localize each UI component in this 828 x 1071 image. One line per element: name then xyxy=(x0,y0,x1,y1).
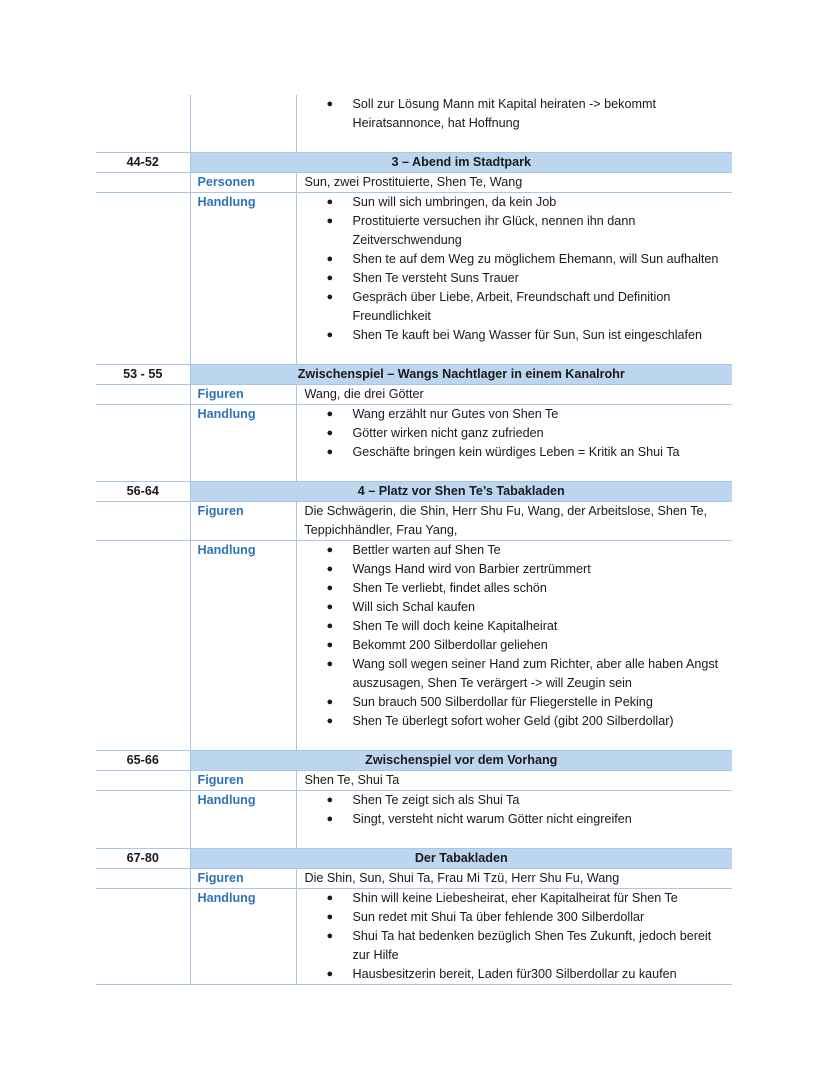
bullet-icon: ● xyxy=(326,582,334,594)
page-cell xyxy=(96,95,190,153)
bullet-icon: ● xyxy=(326,291,334,303)
action-label: Handlung xyxy=(190,405,296,482)
list-item xyxy=(297,250,733,269)
people-label: Figuren xyxy=(190,869,296,889)
action-row xyxy=(96,405,732,482)
bullet-icon: ● xyxy=(326,892,334,904)
action-row xyxy=(96,541,732,751)
page-cell xyxy=(96,791,190,849)
action-label: Handlung xyxy=(190,193,296,365)
section-title: Der Tabakladen xyxy=(190,849,732,869)
list-item-text: Shen Te versteht Suns Trauer xyxy=(352,271,519,285)
bullet-icon: ● xyxy=(326,544,334,556)
bullet-icon: ● xyxy=(326,427,334,439)
section-header-row xyxy=(96,849,732,869)
list-item-text: Wang soll wegen seiner Hand zum Richter, aber alle haben Angst auszusagen, Shen Te verärgert -> will Zeugin sein xyxy=(352,657,719,690)
bullet-icon: ● xyxy=(326,715,334,727)
list-item xyxy=(297,655,733,693)
bullet-icon: ● xyxy=(326,446,334,458)
people-text: Shen Te, Shui Ta xyxy=(296,771,732,791)
people-text: Sun, zwei Prostituierte, Shen Te, Wang xyxy=(296,173,732,193)
list-item-text: Soll zur Lösung Mann mit Kapital heiraten -> bekommt Heiratsannonce, hat Hoffnung xyxy=(352,97,656,130)
people-row xyxy=(96,502,732,541)
people-label: Figuren xyxy=(190,502,296,541)
section-header-row xyxy=(96,751,732,771)
list-item xyxy=(297,617,733,636)
section-header-row xyxy=(96,482,732,502)
list-item-text: Sun redet mit Shui Ta über fehlende 300 Silberdollar xyxy=(352,910,645,924)
section-header-row xyxy=(96,365,732,385)
page-cell xyxy=(96,502,190,541)
list-item-text: Bettler warten auf Shen Te xyxy=(352,543,501,557)
action-label: Handlung xyxy=(190,791,296,849)
page-cell xyxy=(96,869,190,889)
bullet-icon: ● xyxy=(326,196,334,208)
list-item xyxy=(297,889,733,908)
list-item xyxy=(297,269,733,288)
page-range: 56-64 xyxy=(96,482,190,502)
page-range: 44-52 xyxy=(96,153,190,173)
page-cell xyxy=(96,771,190,791)
people-label: Figuren xyxy=(190,385,296,405)
list-item xyxy=(297,965,733,984)
list-item-text: Shen te auf dem Weg zu möglichem Ehemann, will Sun aufhalten xyxy=(352,252,719,266)
action-list xyxy=(297,791,733,829)
list-item xyxy=(297,443,733,462)
list-item-text: Shen Te kauft bei Wang Wasser für Sun, Sun ist eingeschlafen xyxy=(352,328,703,342)
list-item xyxy=(297,810,733,829)
bullet-icon: ● xyxy=(326,215,334,227)
bullet-icon: ● xyxy=(326,911,334,923)
people-label: Figuren xyxy=(190,771,296,791)
list-item xyxy=(297,95,733,133)
people-row xyxy=(96,771,732,791)
list-item-text: Shen Te verliebt, findet alles schön xyxy=(352,581,547,595)
bullet-icon: ● xyxy=(326,601,334,613)
list-item-text: Götter wirken nicht ganz zufrieden xyxy=(352,426,544,440)
list-item-text: Bekommt 200 Silberdollar geliehen xyxy=(352,638,548,652)
action-list xyxy=(297,541,733,731)
list-item xyxy=(297,693,733,712)
page-range: 65-66 xyxy=(96,751,190,771)
list-item-text: Shen Te zeigt sich als Shui Ta xyxy=(352,793,520,807)
list-item xyxy=(297,541,733,560)
list-item-text: Gespräch über Liebe, Arbeit, Freundschaft und Definition Freundlichkeit xyxy=(352,290,671,323)
action-row xyxy=(96,889,732,985)
action-label: Handlung xyxy=(190,541,296,751)
people-label: Personen xyxy=(190,173,296,193)
continuation-list xyxy=(297,95,733,133)
list-item-text: Prostituierte versuchen ihr Glück, nennen ihn dann Zeitverschwendung xyxy=(352,214,636,247)
section-title: 3 – Abend im Stadtpark xyxy=(190,153,732,173)
list-item xyxy=(297,927,733,965)
action-label: Handlung xyxy=(190,889,296,985)
bullet-icon: ● xyxy=(326,696,334,708)
bullet-icon: ● xyxy=(326,968,334,980)
section-header-row xyxy=(96,153,732,173)
list-item xyxy=(297,908,733,927)
list-item xyxy=(297,560,733,579)
people-row xyxy=(96,869,732,889)
bullet-icon: ● xyxy=(326,639,334,651)
section-title: Zwischenspiel – Wangs Nachtlager in einem Kanalrohr xyxy=(190,365,732,385)
action-row xyxy=(96,193,732,365)
list-item-text: Shui Ta hat bedenken bezüglich Shen Tes Zukunft, jedoch bereit zur Hilfe xyxy=(352,929,712,962)
list-item-text: Sun will sich umbringen, da kein Job xyxy=(352,195,557,209)
bullet-icon: ● xyxy=(326,658,334,670)
scene-table xyxy=(96,95,732,985)
list-item-text: Shin will keine Liebesheirat, eher Kapitalheirat für Shen Te xyxy=(352,891,678,905)
bullet-icon: ● xyxy=(326,563,334,575)
action-list xyxy=(297,889,733,984)
list-item xyxy=(297,791,733,810)
action-list xyxy=(297,193,733,345)
action-list xyxy=(297,405,733,462)
section-title: 4 – Platz vor Shen Te’s Tabakladen xyxy=(190,482,732,502)
list-item xyxy=(297,598,733,617)
list-item-text: Geschäfte bringen kein würdiges Leben = Kritik an Shui Ta xyxy=(352,445,680,459)
bullet-icon: ● xyxy=(326,813,334,825)
action-cell xyxy=(296,193,732,365)
people-row xyxy=(96,173,732,193)
list-item-text: Shen Te überlegt sofort woher Geld (gibt 200 Silberdollar) xyxy=(352,714,674,728)
bullet-icon: ● xyxy=(326,98,334,110)
action-row xyxy=(96,791,732,849)
list-item-text: Wangs Hand wird von Barbier zertrümmert xyxy=(352,562,591,576)
page-range: 67-80 xyxy=(96,849,190,869)
bullet-icon: ● xyxy=(326,620,334,632)
bullet-icon: ● xyxy=(326,272,334,284)
bullet-icon: ● xyxy=(326,794,334,806)
people-text: Die Shin, Sun, Shui Ta, Frau Mi Tzü, Herr Shu Fu, Wang xyxy=(296,869,732,889)
people-text: Die Schwägerin, die Shin, Herr Shu Fu, Wang, der Arbeitslose, Shen Te, Teppichhändler, Frau Yang, xyxy=(296,502,732,541)
list-item xyxy=(297,193,733,212)
continuation-cell xyxy=(296,95,732,153)
action-cell xyxy=(296,405,732,482)
list-item xyxy=(297,288,733,326)
page-cell xyxy=(96,889,190,985)
bullet-icon: ● xyxy=(326,329,334,341)
bullet-icon: ● xyxy=(326,408,334,420)
people-row xyxy=(96,385,732,405)
list-item xyxy=(297,579,733,598)
page-range: 53 - 55 xyxy=(96,365,190,385)
page-cell xyxy=(96,385,190,405)
list-item xyxy=(297,636,733,655)
action-cell xyxy=(296,791,732,849)
list-item-text: Wang erzählt nur Gutes von Shen Te xyxy=(352,407,559,421)
action-cell xyxy=(296,541,732,751)
action-cell xyxy=(296,889,732,985)
page-cell xyxy=(96,193,190,365)
list-item-text: Shen Te will doch keine Kapitalheirat xyxy=(352,619,558,633)
list-item xyxy=(297,212,733,250)
continuation-row xyxy=(96,95,732,153)
list-item xyxy=(297,405,733,424)
list-item xyxy=(297,326,733,345)
list-item-text: Hausbesitzerin bereit, Laden für300 Silberdollar zu kaufen xyxy=(352,967,677,981)
label-cell xyxy=(190,95,296,153)
list-item xyxy=(297,712,733,731)
list-item xyxy=(297,424,733,443)
section-title: Zwischenspiel vor dem Vorhang xyxy=(190,751,732,771)
list-item-text: Will sich Schal kaufen xyxy=(352,600,475,614)
page-cell xyxy=(96,173,190,193)
list-item-text: Sun brauch 500 Silberdollar für Fliegerstelle in Peking xyxy=(352,695,653,709)
bullet-icon: ● xyxy=(326,253,334,265)
list-item-text: Singt, versteht nicht warum Götter nicht eingreifen xyxy=(352,812,632,826)
bullet-icon: ● xyxy=(326,930,334,942)
people-text: Wang, die drei Götter xyxy=(296,385,732,405)
page-cell xyxy=(96,405,190,482)
page-cell xyxy=(96,541,190,751)
